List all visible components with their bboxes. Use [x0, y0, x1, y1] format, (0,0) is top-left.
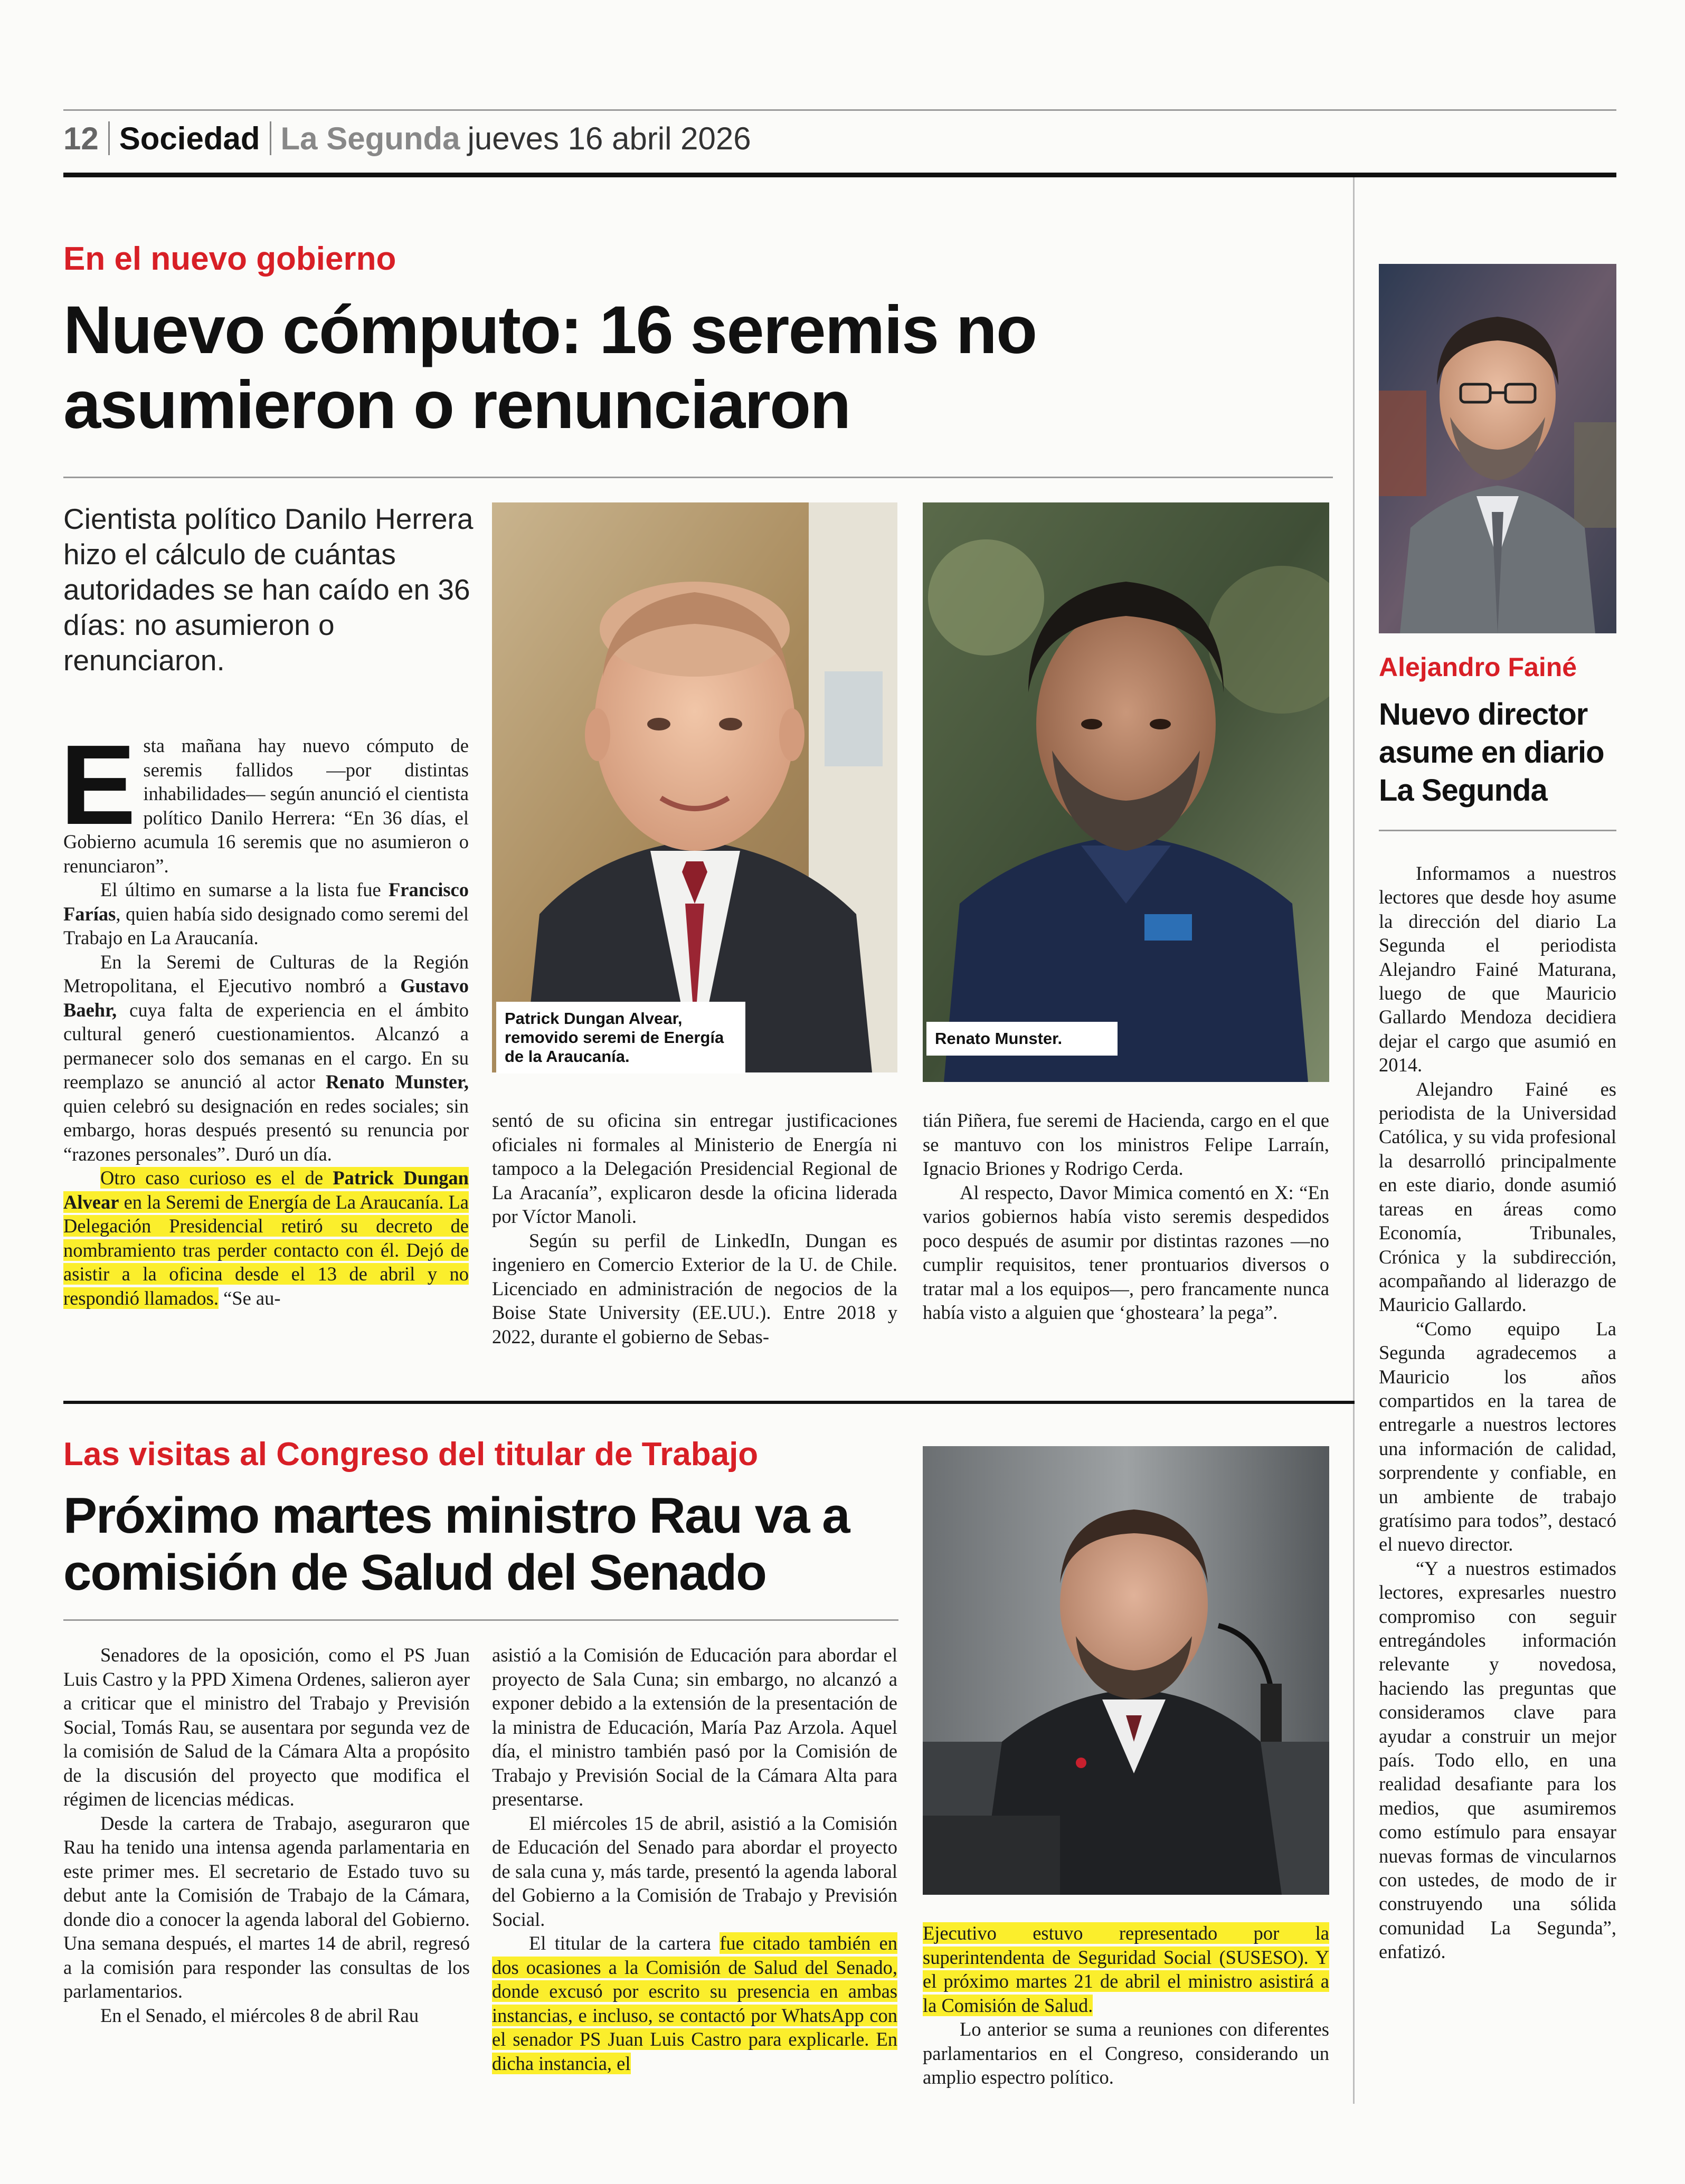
article1-column-2 — [492, 1108, 897, 1349]
photo-renato-munster — [923, 502, 1329, 1082]
article1-paragraph: Al respecto, Davor Mimica comentó en X: “En varios gobiernos había visto seremis despedidos poco después de asumir por distintas razones —no cumplir requisitos, tener prontuarios diversos o tratar mal a los equipos—, pero francamente nunca había visto a alguien que ‘ghosteara’ la pega”. — [923, 1181, 1329, 1323]
article2-paragraph: Senadores de la oposición, como el PS Juan Luis Castro y la PPD Ximena Ordenes, salieron ayer a criticar que el ministro del Trabajo y Previsión Social, Tomás Rau, se ausentara por segunda vez de la comisión de Salud de la Cámara Alta a propósito de la discusión del proyecto que modifica el régimen de licencias médicas. — [63, 1644, 470, 1810]
sidebar-name: Alejandro Fainé — [1379, 652, 1577, 682]
highlighted-text: Ejecutivo estuvo representado por la superintendenta de Seguridad Social (SUSESO). Y el próximo martes 21 de abril el ministro asistirá a la Comisión de Salud. — [923, 1922, 1329, 2016]
photo-minister-rau — [923, 1446, 1329, 1895]
sidebar-paragraph: “Y a nuestros estimados lectores, expresarles nuestro compromiso con seguir entregándoles información relevante y novedosa, haciendo las preguntas que consideramos clave para ayudar a construir un mejor país. Todo ello, en una realidad desafiante para los medios, que asumiremos como estímulo para ensayar nuevas formas de vincularnos con ustedes, de modo de ir construyendo una sólida comunidad La Segunda”, enfatizó. — [1379, 1557, 1616, 1963]
section-name: Sociedad — [119, 120, 260, 156]
top-rule — [63, 109, 1616, 111]
article1-paragraph: sentó de su oficina sin entregar justificaciones oficiales ni formales al Ministerio de Energía ni tampoco a la Delegación Presidencial Regional de La Aracanía”, explicaron desde la oficina liderada por Víctor Manoli. — [492, 1109, 897, 1227]
sidebar-paragraph: Alejandro Fainé es periodista de la Universidad Católica, y su vida profesional la desarrolló principalmente en este diario, donde asumió tareas en áreas como Economía, Tribunales, Crónica y la subdirección, acompañando al liderazgo de Mauricio Gallardo. — [1379, 1078, 1616, 1316]
article2-paragraph: Desde la cartera de Trabajo, aseguraron que Rau ha tenido una intensa agenda parlamentaria en este primer mes. El secretario de Estado tuvo su debut ante la Comisión de Trabajo de la Cámara, donde dio a conocer la agenda laboral del Gobierno. Una semana después, el martes 14 de abril, regresó a la comisión para responder las consultas de los parlamentarios. — [63, 1812, 470, 2002]
header-rule — [63, 173, 1616, 177]
person-name: Renato Munster, — [325, 1071, 469, 1093]
photo-patrick-dungan — [492, 502, 897, 1072]
highlighted-text: fue citado también en dos ocasiones a la Comisión de Salud del Senado, donde excusó por escrito su presencia en ambas instancias, e incluso, se contactó por WhatsApp con el senador PS Juan Luis Castro para explicarle. En dicha instancia, el — [492, 1932, 897, 2074]
article2-column-3 — [923, 1921, 1329, 2090]
sidebar-paragraph: Informamos a nuestros lectores que desde hoy asume la dirección del diario La Segunda el periodista Alejandro Fainé Maturana, luego de que Mauricio Gallardo Mendoza decidiera dejar el cargo que asumió en 2014. — [1379, 862, 1616, 1076]
photo-alejandro-faine — [1379, 264, 1616, 633]
article1-kicker: En el nuevo gobierno — [63, 241, 396, 277]
article1-rule — [63, 477, 1333, 478]
article2-headline: Próximo martes ministro Rau va a comisión de Salud del Senado — [63, 1487, 849, 1601]
page-header — [63, 117, 751, 159]
article1-deck: Cientista político Danilo Herrera hizo el cálculo de cuántas autoridades se han caído en 36 días: no asumieron o renunciaron. — [63, 502, 474, 677]
article-separator — [63, 1401, 1355, 1404]
sidebar-body — [1379, 861, 1616, 1964]
header-divider — [108, 121, 110, 155]
article1-headline: Nuevo cómputo: 16 seremis no asumieron o renunciaron — [63, 292, 1037, 443]
person-name: Gustavo Baehr, — [63, 975, 469, 1021]
article2-paragraph: El miércoles 15 de abril, asistió a la Comisión de Educación del Senado para abordar el proyecto de sala cuna y, más tarde, presentó la agenda laboral del Gobierno a la Comisión de Trabajo y Previsión Social. — [492, 1812, 897, 1930]
article1-paragraph: El último en sumarse a la lista fue Francisco Farías, quien había sido designado como seremi del Trabajo en La Araucanía. — [63, 879, 469, 948]
article2-column-1 — [63, 1643, 470, 2027]
article1-column-1 — [60, 721, 469, 1310]
paper-name: La Segunda — [280, 120, 460, 156]
caption-dungan: Patrick Dungan Alvear, removido seremi de Energía de la Araucanía. — [496, 1002, 745, 1074]
article1-column-3 — [923, 1108, 1329, 1325]
article2-paragraph: asistió a la Comisión de Educación para abordar el proyecto de Sala Cuna; sin embargo, no alcanzó a exponer debido a la extensión de la presentación de la ministra de Educación, María Paz Arzola. Aquel día, el ministro también pasó por la Comisión de Trabajo y Previsión Social de la Cámara Alta para presentarse. — [492, 1644, 897, 1810]
issue-date: jueves 16 abril 2026 — [467, 120, 751, 156]
article2-paragraph — [923, 1921, 1329, 2017]
article1-paragraph: Según su perfil de LinkedIn, Dungan es ingeniero en Comercio Exterior de la U. de Chile. Licenciado en administración de negocios de la Boise State University (EE.UU.). Entre 2018 y 2022, durante el gobierno de Sebas- — [492, 1229, 897, 1347]
header-divider — [270, 121, 271, 155]
teatro-logo-icon — [1144, 914, 1192, 941]
article2-rule — [63, 1619, 898, 1621]
article2-kicker: Las visitas al Congreso del titular de Trabajo — [63, 1436, 759, 1473]
sidebar-paragraph: “Como equipo La Segunda agradecemos a Mauricio los años compartidos en la tarea de entregarle a nuestros lectores una información de calidad, sorprendente y confiable, en un ambiente de trabajo gratísimo para todos”, destacó el nuevo director. — [1379, 1317, 1616, 1555]
column-divider — [1353, 177, 1355, 2104]
article1-paragraph: En la Seremi de Culturas de la Región Metropolitana, el Ejecutivo nombró a Gustavo Baehr, cuya falta de experiencia en el ámbito cultural generó cuestionamientos. Alcanzó a permanecer solo dos semanas en el cargo. En su reemplazo se anunció al actor Renato Munster, quien celebró su designación en redes sociales; sin embargo, horas después presentó su renuncia por “razones personales”. Duró un día. — [63, 951, 469, 1165]
article2-paragraph: En el Senado, el miércoles 8 de abril Rau — [100, 2004, 419, 2026]
drop-cap: E — [60, 721, 136, 848]
highlighted-text: Otro caso curioso es el de Patrick Dungan Alvear en la Seremi de Energía de La Araucanía. La Delegación Presidencial retiró su decreto de nombramiento tras perder contacto con él. Dejó de asistir a la oficina desde el 13 de abril y no respondió llamados. — [63, 1167, 469, 1309]
sidebar-headline: Nuevo director asume en diario La Segunda — [1379, 697, 1604, 808]
article1-paragraph: Otro caso curioso es el de Patrick Dungan Alvear en la Seremi de Energía de La Araucanía. La Delegación Presidencial retiró su decreto de nombramiento tras perder contacto con él. Dejó de asistir a la oficina desde el 13 de abril y no respondió llamados. “Se au- — [63, 1167, 469, 1309]
sidebar-rule — [1379, 830, 1616, 831]
page-number: 12 — [63, 120, 99, 156]
article2-paragraph: Lo anterior se suma a reuniones con diferentes parlamentarios en el Congreso, considerando un amplio espectro político. — [923, 2018, 1329, 2088]
article2-column-2 — [492, 1643, 897, 2075]
caption-munster: Renato Munster. — [926, 1022, 1118, 1056]
person-name: Francisco Farías — [63, 879, 469, 925]
article2-paragraph: El titular de la cartera fue citado también en dos ocasiones a la Comisión de Salud del Senado, donde excusó por escrito su presencia en ambas instancias, e incluso, se contactó por WhatsApp con el senador PS Juan Luis Castro para explicarle. En dicha instancia, el — [492, 1932, 897, 2074]
article1-paragraph: sta mañana hay nuevo cómputo de seremis fallidos —por distintas inhabilidades— según anunció el cientista político Danilo Herrera: “En 36 días, el Gobierno acumula 16 seremis que no asumieron o renunciaron”. — [63, 735, 469, 877]
article1-paragraph: tián Piñera, fue seremi de Hacienda, cargo en el que se mantuvo con los ministros Felipe Larraín, Ignacio Briones y Rodrigo Cerda. — [923, 1109, 1329, 1179]
